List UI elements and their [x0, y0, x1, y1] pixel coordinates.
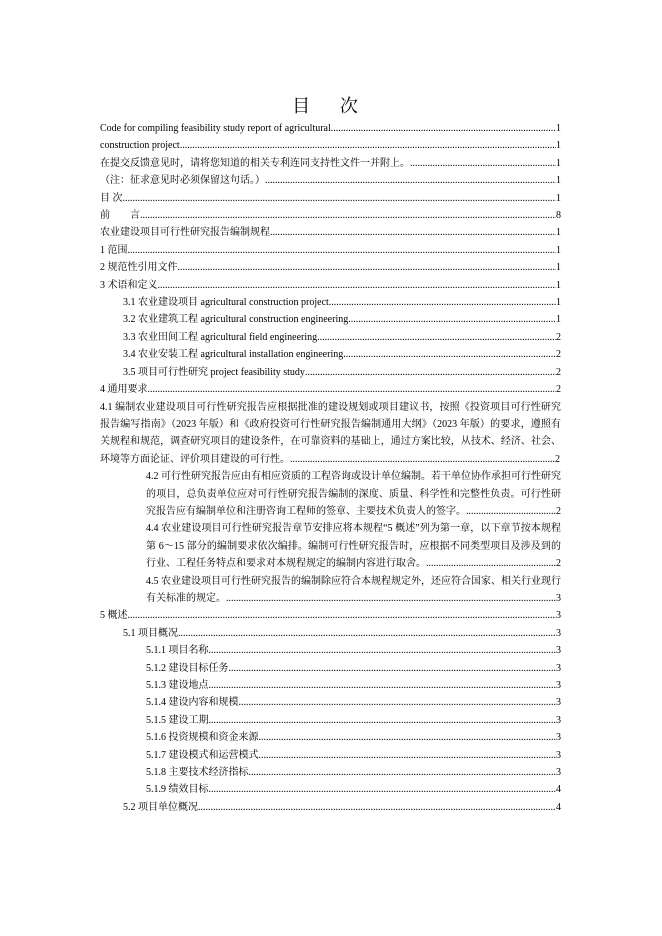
toc-leader-dots	[178, 259, 557, 276]
toc-leader-dots	[305, 364, 556, 381]
toc-entry[interactable]	[146, 712, 561, 729]
toc-entry[interactable]	[100, 399, 561, 469]
toc-title: 目 次	[292, 96, 370, 117]
toc-leader-dots	[198, 799, 556, 816]
toc-entry[interactable]	[123, 346, 561, 363]
toc-page-number: 1	[556, 175, 561, 187]
toc-page-number: 3	[556, 592, 561, 604]
toc-entry[interactable]	[123, 364, 561, 381]
toc-leader-dots	[148, 381, 557, 398]
toc-page-number: 1	[556, 262, 561, 274]
toc-page-number: 2	[556, 331, 561, 343]
toc-entry[interactable]	[146, 677, 561, 694]
toc-entry[interactable]	[123, 329, 561, 346]
toc-page-number: 3	[556, 680, 561, 691]
toc-leader-dots	[209, 712, 557, 729]
toc-entry[interactable]	[146, 520, 561, 572]
toc-leader-dots	[239, 694, 557, 711]
toc-entry-text: 4.4 农业建设项目可行性研究报告章节安排应将本规程“5 概述”列为第一章，以下章节按本规程第 6～15 部分的编制要求依次编排。编制可行性研究报告时，应根据不同类型项目及涉及到的行业、工程任务特点和要求对本规程规定的编制内容进行取舍。	[146, 523, 561, 570]
toc-page-number: 3	[556, 767, 561, 779]
toc-entry-text: 5.1.7 建设模式和运营模式	[146, 749, 259, 761]
toc-entry[interactable]	[100, 155, 561, 172]
toc-entry-text: 5.1.5 建设工期	[146, 714, 209, 726]
toc-entry[interactable]	[100, 259, 561, 276]
toc-entry[interactable]	[146, 573, 561, 608]
toc-entry-text: 5.2 项目单位概况	[123, 801, 198, 813]
toc-entry-text: 3.5 项目可行性研究 project feasibility study	[123, 366, 305, 378]
toc-leader-dots: ....................................	[466, 505, 556, 517]
toc-entry[interactable]	[100, 224, 561, 241]
toc-entry[interactable]	[100, 120, 561, 137]
toc-leader-dots	[140, 207, 556, 224]
toc-page-number: 3	[556, 697, 561, 709]
toc-entry[interactable]	[100, 172, 561, 189]
toc-entry[interactable]	[100, 277, 561, 294]
toc-entry-text: 3.1 农业建设项目 agricultural construction project	[123, 297, 329, 309]
toc-page-number: 2	[556, 366, 561, 378]
toc-entry[interactable]	[146, 642, 561, 659]
toc-entry[interactable]	[146, 468, 561, 520]
toc-entry-text: 5.1.8 主要技术经济指标	[146, 767, 249, 779]
toc-entry-text: 5.1 项目概况	[123, 627, 178, 639]
toc-entry-text: 2 规范性引用文件	[100, 262, 178, 274]
toc-entry[interactable]	[100, 242, 561, 259]
toc-page-number: 2	[555, 453, 560, 465]
toc-leader-dots	[343, 346, 556, 363]
toc-entry-text: 4.2 可行性研究报告应由有相应资质的工程咨询或设计单位编制。若干单位协作承担可行性研究的项目，总负责单位应对可行性研究报告编制的深度、质量、科学性和完整性负责。可行性研究报告应有编制单位和注册咨询工程师的签章、主要技术负责人的签字。	[146, 471, 561, 517]
toc-entry-text: 3.4 农业安装工程 agricultural installation engineering	[123, 349, 344, 361]
toc-entry-text: 5.1.4 建设内容和规模	[146, 697, 239, 709]
toc-entry[interactable]	[123, 294, 561, 311]
toc-page-number: 1	[556, 279, 561, 291]
toc-entry-text: Code for compiling feasibility study report of agricultural	[100, 123, 331, 134]
toc-leader-dots: ....................................................................................................................................	[226, 592, 556, 604]
toc-leader-dots	[123, 190, 557, 207]
toc-page-number: 1	[556, 297, 561, 309]
toc-entry[interactable]	[146, 781, 561, 798]
toc-leader-dots: ..........................................................................................................	[290, 453, 555, 465]
toc-page-number: 2	[556, 384, 561, 396]
toc-page-number: 4	[556, 784, 561, 796]
toc-page-number: 3	[556, 610, 561, 622]
toc-entry-text: （注：征求意见时必须保留这句话。）	[100, 175, 265, 187]
toc-page-number: 4	[556, 801, 561, 813]
toc-leader-dots	[158, 277, 557, 294]
toc-leader-dots	[259, 729, 557, 746]
toc-leader-dots	[410, 155, 556, 172]
toc-entry-text: 4.5 农业建设项目可行性研究报告的编制除应符合本规程规定外，还应符合国家、相关行业现行有关标准的规定。	[146, 575, 561, 604]
toc-entry-text: 5 概述	[100, 610, 128, 622]
toc-page-number: 3	[556, 714, 561, 726]
toc-page-number: 1	[556, 157, 561, 169]
toc-entry[interactable]	[146, 660, 561, 677]
toc-page-number: 3	[556, 732, 561, 744]
toc-leader-dots	[249, 764, 557, 781]
toc-leader-dots	[209, 781, 557, 798]
toc-entry[interactable]	[100, 607, 561, 624]
toc-entry-text: 5.1.1 项目名称	[146, 645, 209, 657]
toc-entry[interactable]	[146, 729, 561, 746]
toc-entry[interactable]	[100, 190, 561, 207]
toc-entry[interactable]	[146, 747, 561, 764]
toc-entry[interactable]	[123, 625, 561, 642]
toc-entry[interactable]	[123, 799, 561, 816]
toc-leader-dots	[348, 311, 556, 328]
toc-entry-text: 农业建设项目可行性研究报告编制规程	[100, 227, 270, 239]
toc-entry-text: 3.2 农业建筑工程 agricultural construction engineering	[123, 314, 349, 326]
toc-entry[interactable]	[100, 207, 561, 224]
toc-page-number: 8	[556, 210, 561, 222]
toc-leader-dots	[209, 642, 557, 659]
toc-leader-dots	[317, 329, 556, 346]
toc-entry-text: 5.1.3 建设地点	[146, 680, 209, 691]
toc-entry[interactable]	[123, 311, 561, 328]
toc-leader-dots	[128, 242, 557, 259]
toc-entry[interactable]	[100, 137, 561, 154]
toc-page-number: 1	[556, 140, 561, 152]
toc-page-number: 3	[556, 645, 561, 657]
toc-page-number: 3	[556, 627, 561, 639]
toc-entry-text: 在提交反馈意见时，请将您知道的相关专利连同支持性文件一并附上。	[100, 157, 410, 169]
toc-entry-text: 3.3 农业田间工程 agricultural field engineering	[123, 331, 318, 343]
toc-page-number: 1	[556, 123, 561, 134]
toc-page-number: 1	[556, 244, 561, 256]
toc-page-number: 1	[556, 227, 561, 239]
toc-entry[interactable]	[146, 694, 561, 711]
toc-entry-text: 5.1.6 投资规模和资金来源	[146, 732, 259, 744]
toc-entry-text: 4 通用要求	[100, 384, 148, 396]
toc-entry-text: 3 术语和定义	[100, 279, 158, 291]
toc-leader-dots	[270, 224, 556, 241]
toc-leader-dots	[209, 677, 557, 694]
toc-entry-text: construction project	[100, 140, 180, 152]
table-of-contents	[100, 120, 561, 816]
toc-entry-text: 1 范围	[100, 244, 128, 256]
toc-page-number: 1	[556, 192, 561, 204]
toc-leader-dots	[265, 172, 556, 189]
toc-leader-dots	[180, 137, 556, 154]
toc-entry-text: 5.1.2 建设目标任务	[146, 662, 229, 674]
toc-leader-dots: ....................................................	[426, 558, 556, 570]
toc-entry-text: 4.1 编制农业建设项目可行性研究报告应根据批准的建设规划或项目建议书，按照《投资项目可行性研究报告编写指南》（2023 年版）和《政府投资可行性研究报告编制通用大纲》（2023 年版）的要求，遵照有关规程和规范，调查研究项目的建设条件，在可靠资料的基础上，通过方案比较，从技术、经济、社会、环境等方面论证、评价项目建设的可行性。	[100, 401, 561, 465]
toc-leader-dots	[329, 294, 556, 311]
toc-page-number: 2	[556, 349, 561, 361]
toc-page-number: 3	[556, 662, 561, 674]
toc-page-number: 2	[556, 558, 561, 570]
toc-entry[interactable]	[100, 381, 561, 398]
toc-page-number: 1	[556, 314, 561, 326]
toc-leader-dots	[259, 747, 557, 764]
toc-page-number: 2	[556, 505, 561, 517]
toc-page-number: 3	[556, 749, 561, 761]
toc-leader-dots	[331, 120, 556, 137]
toc-entry-text: 5.1.9 绩效目标	[146, 784, 209, 796]
toc-leader-dots	[178, 625, 556, 642]
toc-leader-dots	[128, 607, 557, 624]
toc-entry[interactable]	[146, 764, 561, 781]
toc-entry-text: 前 言	[100, 210, 140, 222]
toc-leader-dots	[229, 660, 557, 677]
toc-entry-text: 目 次	[100, 192, 123, 204]
